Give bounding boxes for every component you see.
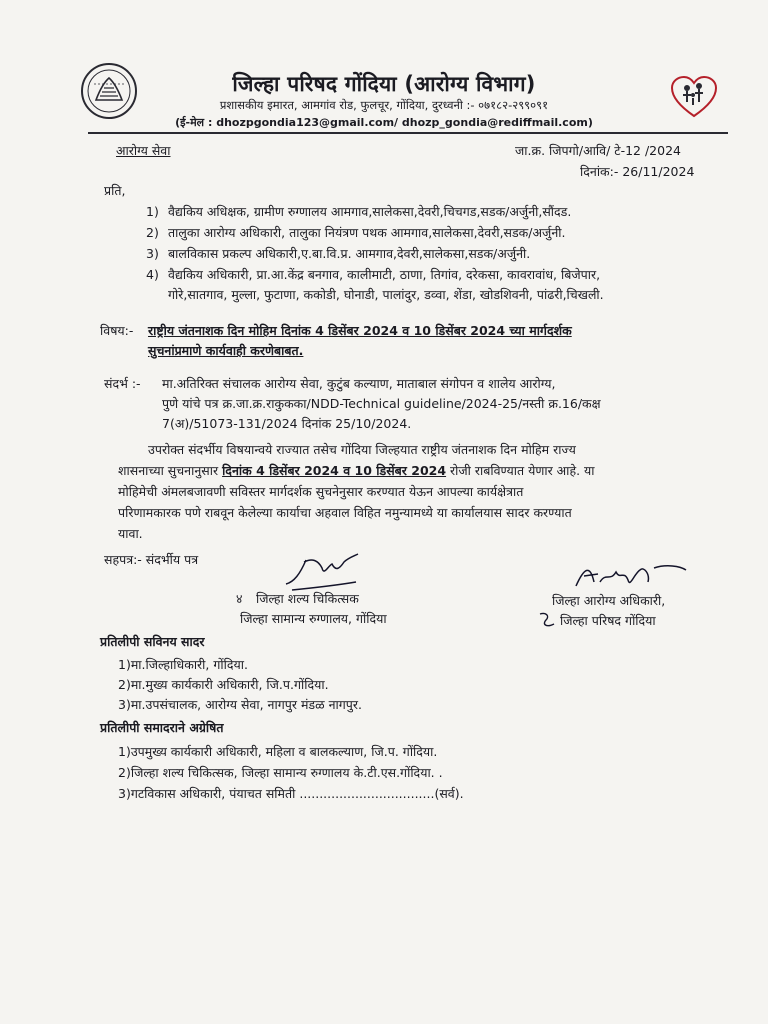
recipient-text: वैद्यकिय अधिकारी, प्रा.आ.केंद्र बनगाव, कालीमाटी, ठाणा, तिगांव, दरेकसा, कावरावांध, बिजेपार, bbox=[168, 267, 601, 282]
letter-date: दिनांक:- 26/11/2024 bbox=[580, 164, 695, 179]
recipient-item bbox=[146, 266, 600, 283]
recipient-item bbox=[146, 224, 565, 241]
recipient-text: बालविकास प्रकल्प अधिकारी,ए.बा.वि.प्र. आमगाव,देवरी,सालेकसा,सडक/अर्जुनी. bbox=[168, 246, 531, 261]
copy-submitted-item: 1)मा.जिल्हाधिकारी, गोंदिया. bbox=[118, 657, 248, 672]
body-line-4: परिणामकारक पणे राबवून केलेल्या कार्याचा अहवाल विहित नमुन्यामध्ये या कार्यालयास सादर करण्यात bbox=[118, 505, 572, 520]
left-signatory-mark: ४ bbox=[236, 591, 243, 606]
health-officer-signature bbox=[570, 560, 690, 596]
copy-forwarded-item: 3)गटविकास अधिकारी, पंयाचत समिती ..................................(सर्व). bbox=[118, 786, 464, 801]
left-signatory-title: जिल्हा शल्य चिकित्सक bbox=[256, 591, 359, 606]
section-label: आरोग्य सेवा bbox=[116, 143, 171, 158]
surgeon-signature bbox=[282, 548, 362, 594]
copy-submitted-item: 2)मा.मुख्य कार्यकारी अधिकारी, जि.प.गोंदिया. bbox=[118, 677, 329, 692]
recipient-text: वैद्यकिय अधिक्षक, ग्रामीण रुग्णालय आमगाव,सालेकसा,देवरी,चिचगड,सडक/अर्जुनी,सौंदड. bbox=[168, 204, 572, 219]
body-line-5: यावा. bbox=[118, 526, 143, 541]
recipient-item bbox=[146, 245, 530, 262]
body-line-1: उपरोक्त संदर्भीय विषयान्वये राज्यात तसेच गोंदिया जिल्हयात राष्ट्रीय जंतनाशक दिन मोहिम राज्य bbox=[148, 442, 576, 457]
copy-forwarded-item: 1)उपमुख्य कार्यकारी अधिकारी, महिला व बालकल्याण, जि.प. गोंदिया. bbox=[118, 744, 438, 759]
office-address: प्रशासकीय इमारत, आमगांव रोड, फुलचूर, गोंदिया, दुरध्वनी :- ०७१८२-२९९०९१ bbox=[219, 98, 549, 112]
recipient-item bbox=[146, 203, 571, 220]
left-signatory-office: जिल्हा सामान्य रुग्णालय, गोंदिया bbox=[240, 611, 387, 626]
subject-line-2: सुचनांप्रमाणे कार्यवाही करणेबाबत. bbox=[148, 343, 304, 358]
copy-submitted-heading: प्रतिलीपी सविनय सादर bbox=[100, 634, 205, 649]
reference-line-3: 7(अ)/51073-131/2024 दिनांक 25/10/2024. bbox=[162, 416, 412, 431]
copy-submitted-item: 3)मा.उपसंचालक, आरोग्य सेवा, नागपुर मंडळ नागपुर. bbox=[118, 697, 362, 712]
signatory-initial-mark bbox=[538, 610, 556, 630]
right-signatory-office: जिल्हा परिषद गोंदिया bbox=[560, 613, 656, 628]
body-line-3: मोहिमेची अंमलबजावणी सविस्तर मार्गदर्शक सुचनेनुसार करण्यात येऊन आपल्या कार्यक्षेत्रात bbox=[118, 484, 524, 499]
reference-label: संदर्भ :- bbox=[104, 376, 141, 391]
recipient-number: 3) bbox=[146, 246, 159, 261]
reference-number: जा.क्र. जिपगो/आवि/ टे-12 /2024 bbox=[515, 143, 681, 158]
recipient-number: 4) bbox=[146, 267, 159, 282]
reference-line-1: मा.अतिरिक्त संचालक आरोग्य सेवा, कुटुंब कल्याण, माताबाल संगोपन व शालेय आरोग्य, bbox=[162, 376, 556, 391]
recipient-text: तालुका आरोग्य अधिकारी, तालुका नियंत्रण पथक आमगाव,सालेकसा,देवरी,सडक/अर्जुनी. bbox=[168, 225, 566, 240]
subject-line-1: राष्ट्रीय जंतनाशक दिन मोहिम दिनांक 4 डिसेंबर 2024 व 10 डिसेंबर 2024 च्या मार्गदर्शक bbox=[148, 323, 572, 338]
recipient-text-continued: गोरे,सातगाव, मुल्ला, फुटाणा, ककोडी, घोनाडी, पालांदुर, डव्वा, शेंडा, खोडशिवनी, पांढरी,चिखली. bbox=[168, 287, 604, 302]
subject-label: विषय:- bbox=[100, 323, 134, 338]
copy-forwarded-heading: प्रतिलीपी समादराने अग्रेषित bbox=[100, 720, 224, 735]
recipient-number: 2) bbox=[146, 225, 159, 240]
right-signatory-title: जिल्हा आरोग्य अधिकारी, bbox=[552, 593, 666, 608]
enclosure-note: सहपत्र:- संदर्भीय पत्र bbox=[104, 552, 199, 567]
recipient-salutation: प्रति, bbox=[104, 183, 126, 198]
body-line-2a: शासनाच्या सुचनानुसार bbox=[118, 463, 223, 478]
header-divider bbox=[88, 132, 728, 134]
campaign-dates: दिनांक 4 डिसेंबर 2024 व 10 डिसेंबर 2024 bbox=[222, 463, 447, 478]
body-line-2c: रोजी राबविण्यात येणार आहे. या bbox=[446, 463, 595, 478]
copy-forwarded-item: 2)जिल्हा शल्य चिकित्सक, जिल्हा सामान्य रुग्णालय के.टी.एस.गोंदिया. . bbox=[118, 765, 443, 780]
reference-line-2: पुणे यांचे पत्र क्र.जा.क्र.राकुकका/NDD-Technical guideline/2024-25/नस्ती क्र.16/कक्ष bbox=[162, 396, 601, 411]
body-line-2 bbox=[118, 462, 595, 479]
recipient-number: 1) bbox=[146, 204, 159, 219]
department-title: जिल्हा परिषद गोंदिया (आरोग्य विभाग) bbox=[232, 72, 536, 96]
office-email: (ई-मेल : dhozpgondia123@gmail.com/ dhozp_gondia@rediffmail.com) bbox=[175, 116, 593, 129]
